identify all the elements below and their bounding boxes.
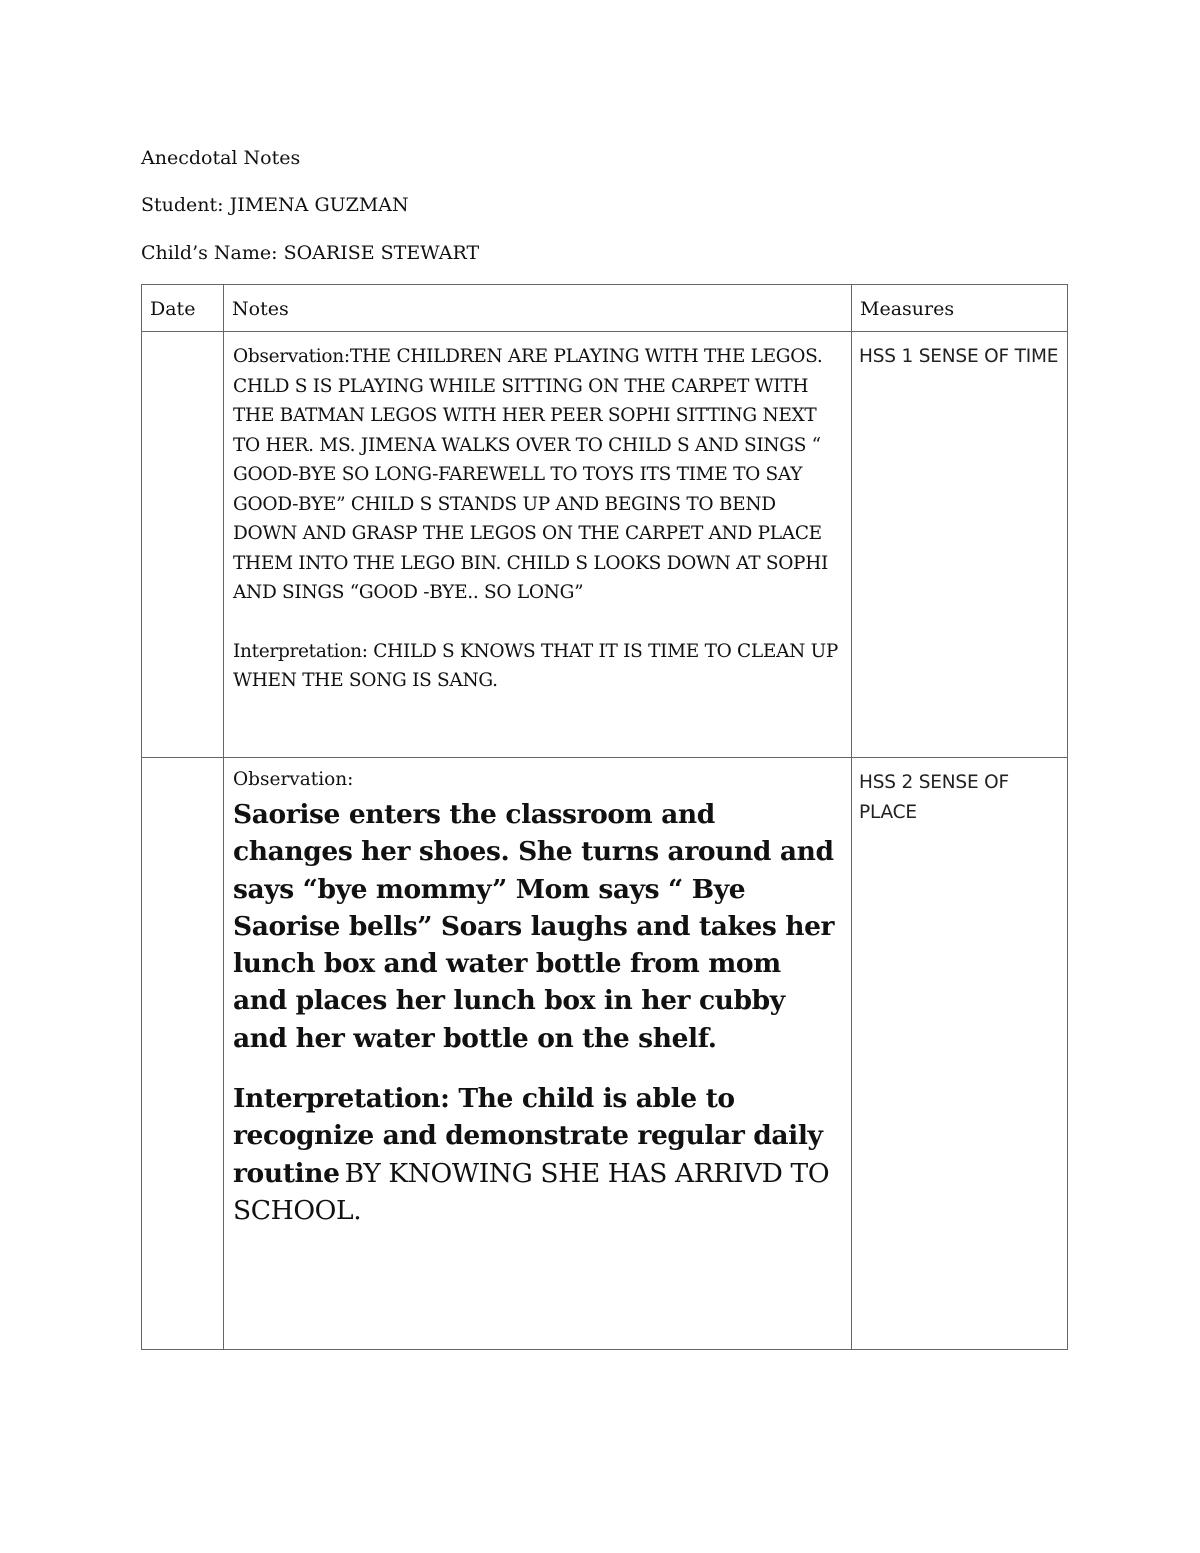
interpretation-text: Interpretation: The child is able to recognize and demonstrate regular daily routine BY KNOWING SHE HAS ARRIVD TO SCHOOL. (233, 1083, 830, 1226)
document-title: Anecdotal Notes (141, 147, 301, 169)
measure-text: HSS 1 SENSE OF TIME (859, 346, 1059, 367)
table-row (142, 758, 1068, 1350)
student-name: Student: JIMENA GUZMAN (141, 194, 409, 216)
measure-text: HSS 2 SENSE OF PLACE (859, 772, 1009, 823)
child-name: Child’s Name: SOARISE STEWART (141, 242, 480, 264)
date-cell (142, 758, 224, 1350)
header-date: Date (142, 285, 224, 332)
measures-cell (852, 758, 1068, 1350)
measures-cell (852, 332, 1068, 758)
header-measures: Measures (852, 285, 1068, 332)
header-notes: Notes (224, 285, 852, 332)
notes-cell (224, 332, 852, 758)
anecdotal-notes-table (141, 284, 1068, 1350)
table-header-row (142, 285, 1068, 332)
observation-text: Saorise enters the classroom and changes her shoes. She turns around and says “bye mommy” Mom says “ Bye Saorise bells” Soars laughs and takes her lunch box and water bottle from mom and places her lunch box in her cubby and her water bottle on the shelf. (233, 799, 835, 1054)
observation-label: Observation: (233, 769, 354, 790)
table-row (142, 332, 1068, 758)
observation-text: Observation:THE CHILDREN ARE PLAYING WITH THE LEGOS. CHLD S IS PLAYING WHILE SITTING ON THE CARPET WITH THE BATMAN LEGOS WITH HER PEER SOPHI SITTING NEXT TO HER. MS. JIMENA WALKS OVER TO CHILD S AND SINGS “ GOOD-BYE SO LONG-FAREWELL TO TOYS ITS TIME TO SAY GOOD-BYE” CHILD S STANDS UP AND BEGINS TO BEND DOWN AND GRASP THE LEGOS ON THE CARPET AND PLACE THEM INTO THE LEGO BIN. CHILD S LOOKS DOWN AT SOPHI AND SINGS “GOOD -BYE.. SO LONG” (233, 346, 829, 603)
notes-cell (224, 758, 852, 1350)
interpretation-text: Interpretation: CHILD S KNOWS THAT IT IS TIME TO CLEAN UP WHEN THE SONG IS SANG. (233, 640, 839, 691)
date-cell (142, 332, 224, 758)
